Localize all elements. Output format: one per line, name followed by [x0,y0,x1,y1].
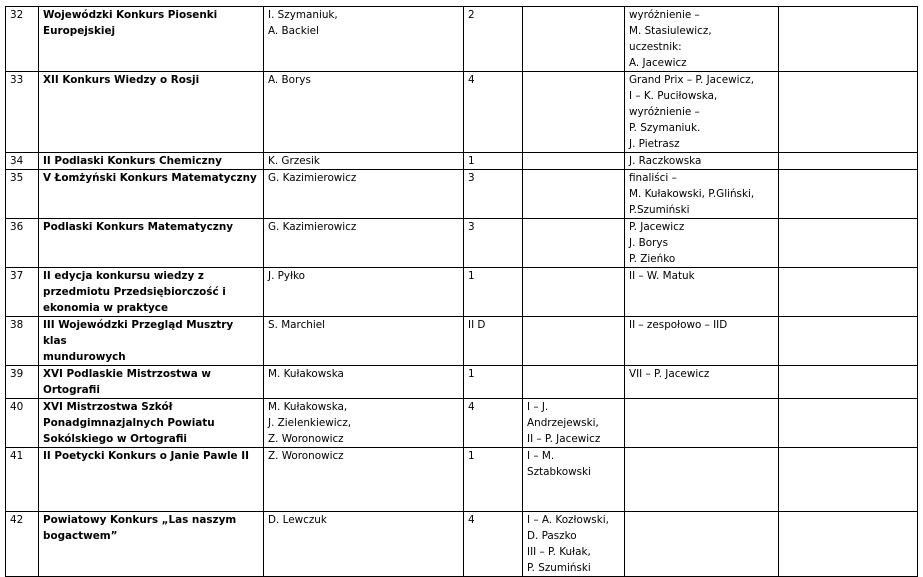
extra-results [779,399,918,448]
table-row [6,448,918,512]
competition-name: XII Konkurs Wiedzy o Rosji [39,72,264,153]
provincial-level-results: wyróżnienie – M. Stasiulewicz, uczestnik: A. Jacewicz [625,7,779,72]
competition-name: Wojewódzki Konkurs Piosenki Europejskiej [39,7,264,72]
school-level-results: I – J. Andrzejewski, II – P. Jacewicz [523,399,625,448]
provincial-level-results [625,399,779,448]
table-row [6,317,918,366]
school-level-results [523,219,625,268]
table-row [6,399,918,448]
provincial-level-results [625,512,779,577]
competition-name: II Poetycki Konkurs o Janie Pawle II [39,448,264,512]
school-level-results [523,72,625,153]
school-level-results [523,7,625,72]
teachers: D. Lewczuk [264,512,464,577]
participant-count: 4 [464,399,523,448]
competition-name: XVI Podlaskie Mistrzostwa w Ortografii [39,366,264,399]
participant-count: 3 [464,219,523,268]
competition-results-table [5,6,918,577]
competition-name: III Wojewódzki Przegląd Musztry klas mundurowych [39,317,264,366]
row-number: 33 [6,72,39,153]
table-row [6,512,918,577]
teachers: K. Grzesik [264,153,464,170]
teachers: M. Kułakowska [264,366,464,399]
school-level-results [523,317,625,366]
provincial-level-results: Grand Prix – P. Jacewicz, I – K. Puciłowska, wyróżnienie – P. Szymaniuk. J. Pietrasz [625,72,779,153]
row-number: 32 [6,7,39,72]
competition-name: Powiatowy Konkurs „Las naszym bogactwem” [39,512,264,577]
row-number: 36 [6,219,39,268]
row-number: 37 [6,268,39,317]
table-row [6,366,918,399]
participant-count: 1 [464,448,523,512]
table-row [6,219,918,268]
school-level-results [523,170,625,219]
competition-name: XVI Mistrzostwa Szkół Ponadgimnazjalnych Powiatu Sokólskiego w Ortografii [39,399,264,448]
table-row [6,268,918,317]
row-number: 38 [6,317,39,366]
provincial-level-results: finaliści – M. Kułakowski, P.Gliński, P.Szumiński [625,170,779,219]
teachers: G. Kazimierowicz [264,170,464,219]
table-row [6,7,918,72]
provincial-level-results: VII – P. Jacewicz [625,366,779,399]
competition-name: Podlaski Konkurs Matematyczny [39,219,264,268]
extra-results [779,448,918,512]
school-level-results [523,268,625,317]
provincial-level-results: II – W. Matuk [625,268,779,317]
extra-results [779,170,918,219]
provincial-level-results [625,448,779,512]
teachers: G. Kazimierowicz [264,219,464,268]
row-number: 41 [6,448,39,512]
table-body [6,7,918,577]
participant-count: 1 [464,366,523,399]
extra-results [779,512,918,577]
school-level-results: I – M. Sztabkowski [523,448,625,512]
school-level-results: I – A. Kozłowski, D. Paszko III – P. Kułak, P. Szumiński [523,512,625,577]
participant-count: 4 [464,512,523,577]
extra-results [779,366,918,399]
row-number: 39 [6,366,39,399]
participant-count: 1 [464,268,523,317]
competition-name: V Łomżyński Konkurs Matematyczny [39,170,264,219]
extra-results [779,317,918,366]
participant-count: 4 [464,72,523,153]
table-row [6,170,918,219]
teachers: A. Borys [264,72,464,153]
provincial-level-results: P. Jacewicz J. Borys P. Zieńko [625,219,779,268]
table-row [6,72,918,153]
teachers: Z. Woronowicz [264,448,464,512]
school-level-results [523,153,625,170]
teachers: M. Kułakowska, J. Zielenkiewicz, Z. Woronowicz [264,399,464,448]
competition-name: II edycja konkursu wiedzy z przedmiotu Przedsiębiorczość i ekonomia w praktyce [39,268,264,317]
teachers: J. Pyłko [264,268,464,317]
participant-count: 3 [464,170,523,219]
row-number: 40 [6,399,39,448]
extra-results [779,7,918,72]
teachers: S. Marchiel [264,317,464,366]
row-number: 34 [6,153,39,170]
extra-results [779,72,918,153]
teachers: I. Szymaniuk, A. Backiel [264,7,464,72]
row-number: 42 [6,512,39,577]
competition-name: II Podlaski Konkurs Chemiczny [39,153,264,170]
school-level-results [523,366,625,399]
provincial-level-results: II – zespołowo – IID [625,317,779,366]
provincial-level-results: J. Raczkowska [625,153,779,170]
extra-results [779,153,918,170]
row-number: 35 [6,170,39,219]
extra-results [779,219,918,268]
participant-count: 1 [464,153,523,170]
table-row [6,153,918,170]
extra-results [779,268,918,317]
participant-count: 2 [464,7,523,72]
participant-count: II D [464,317,523,366]
